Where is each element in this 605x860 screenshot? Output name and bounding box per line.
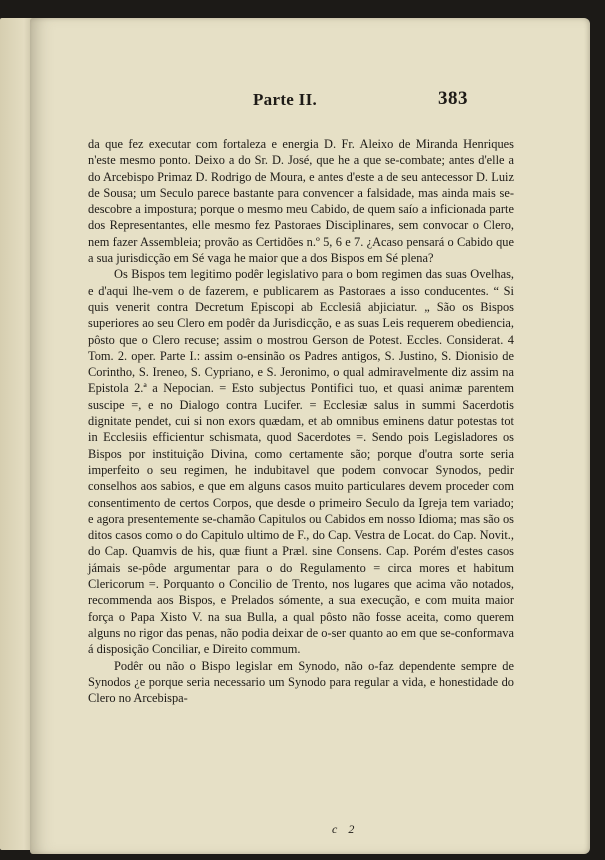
paragraph-1: da que fez executar com fortaleza e energia D. Fr. Aleixo de Miranda Henriques n'este mesmo ponto. Deixo a do Sr. D. José, que he a que se-combate; antes d'elle a do Arcebispo Primaz D. Rodrigo de Moura, e antes d'este a de seu antecessor D. Luiz de Sousa; um Seculo parece bastante para convencer a falsidade, mas ainda mais se-descobre a impostura; porque o mesmo meu Cabido, de quem saío a inficionada parte dos Representantes, elle mesmo fez Pastoraes Disciplinares, sem convocar o Clero, nem fazer Assembleia; provão as Certidões n.º 5, 6 e 7. ¿Acaso pensará o Cabido que a sua jurisdicção em Sé vaga he maior que a dos Bispos em Sé plena? (88, 137, 514, 266)
signature-mark: c 2 (332, 822, 359, 836)
paragraph-2: Os Bispos tem legitimo podêr legislativo para o bom regimen das suas Ovelhas, e d'aqui lhe-vem o de fazerem, e publicarem as Pastoraes a isso conducentes. “ Si quis venerit contra Decretum Episcopi ab Ecclesiâ abjiciatur. „ São os Bispos superiores ao seu Clero em podêr da Jurisdicção, e as suas Leis requerem obediencia, pôsto que o Clero recuse; assim o mostrou Gerson de Potest. Eccles. Considerat. 4 Tom. 2. oper. Parte I.: assim o-ensinão os Padres antigos, S. Justino, S. Dionisio de Corintho, S. Ireneo, S. Cypriano, e S. Jeronimo, o qual admiravelmente diz assim na Epistola 2.ª a Nepocian. = Esto subjectus Pontifici tuo, et quasi animæ parentem suscipe =, e no Dialogo contra Lucifer. = Ecclesiæ salus in summi Sacerdotis dignitate pendet, cui si non exors quædam, et ab omnibus eminens datur potestas tot in Ecclesiis efficientur schismata, quod Sacerdotes =. Sendo pois Legisladores os Bispos por instituição Divina, como certamente são; porque d'outra sorte seria imperfeito o seu regimen, he indubitavel que podem convocar Synodos, pedir conselhos aos sabios, e que em alguns casos muito particulares devem proceder com consentimento de certos Corpos, que desde o primeiro Seculo da Igreja tem variado; e agora presentemente se-chamão Capitulos ou Cabidos em nosso Idioma; mas são os ditos casos como o do Capitulo ultimo de F., do Cap. Vestra de Locat. do Cap. Novit., do Cap. Quamvis de his, quæ fiunt a Præl. sine Consens. Cap. Porém d'estes casos jámais se-pôde argumentar para o do Regulamento = circa mores et habitum Clericorum =. Porquanto o Concilio de Trento, nos lugares que acima vão notados, recommenda aos Bispos, e Prelados sómente, a sua execução, e com muita maior força o Papa Xisto V. na sua Bulla, a qual pôsto não fosse aceita, como querem alguns no rigor das penas, não podia deixar de o-ser quanto ao em que se-conformava á disposição Conciliar, e Direito commum. (88, 267, 514, 657)
paragraph-3: Podêr ou não o Bispo legislar em Synodo, não o-faz dependente sempre de Synodos ¿e porque seria necessario um Synodo para regular a vida, e honestidade do Clero no Arcebispa- (88, 658, 514, 706)
body-text (88, 136, 514, 706)
book-page (30, 18, 590, 854)
page-number: 383 (438, 88, 468, 109)
page-header (30, 86, 590, 118)
running-head: Parte II. (253, 90, 318, 109)
